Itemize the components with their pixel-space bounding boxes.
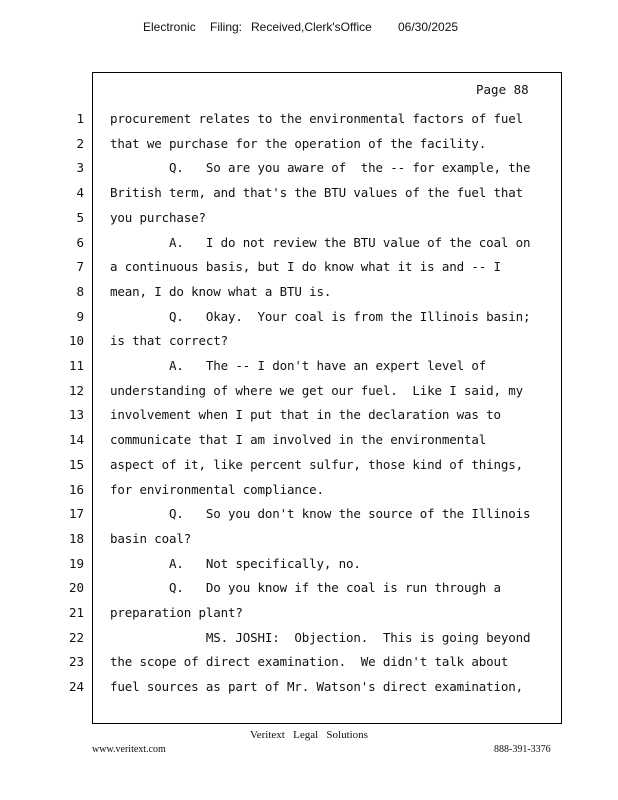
line-text: mean, I do know what a BTU is.: [110, 283, 332, 299]
line-text: preparation plant?: [110, 605, 243, 620]
line-text: aspect of it, like percent sulfur, those kind of things,: [110, 456, 524, 472]
line-number: 14: [68, 432, 84, 448]
transcript-line: [0, 531, 618, 556]
transcript-line: [0, 630, 618, 655]
line-number: 22: [68, 629, 84, 645]
header-date: 06/30/2025: [398, 20, 459, 34]
transcript-line: [0, 432, 618, 457]
line-number: 9: [76, 308, 84, 324]
line-number: 6: [76, 234, 84, 250]
line-number: 1: [76, 111, 84, 126]
line-text: A. The -- I don't have an expert level of: [110, 358, 487, 373]
page-number: Page 88: [476, 82, 529, 97]
line-text: Q. Okay. Your coal is from the Illinois basin;: [110, 308, 531, 324]
footer-company: Veritext Legal Solutions: [250, 729, 368, 741]
line-text: basin coal?: [110, 530, 192, 546]
transcript-line: [0, 482, 618, 507]
line-text: you purchase?: [110, 209, 206, 225]
line-text: understanding of where we get our fuel. Like I said, my: [110, 382, 524, 398]
line-number: 11: [68, 358, 84, 373]
transcript-line: [0, 679, 618, 704]
line-number: 4: [76, 185, 84, 201]
line-text: Q. Do you know if the coal is run through a: [110, 580, 501, 596]
line-number: 15: [68, 456, 84, 472]
line-text: for environmental compliance.: [110, 481, 324, 497]
line-text: A. I do not review the BTU value of the coal on: [110, 234, 531, 250]
transcript-line: [0, 284, 618, 309]
transcript-line: [0, 506, 618, 531]
transcript-line: [0, 654, 618, 679]
line-text: a continuous basis, but I do know what it is and -- I: [110, 259, 501, 275]
header-received: Received,Clerk'sOffice: [251, 20, 372, 34]
transcript-line: [0, 333, 618, 358]
header-electronic: Electronic: [143, 20, 196, 34]
line-number: 16: [68, 481, 84, 497]
line-number: 21: [68, 605, 84, 620]
transcript-line: [0, 556, 618, 581]
transcript-line: [0, 358, 618, 383]
transcript-line: [0, 407, 618, 432]
line-number: 19: [68, 555, 84, 571]
footer-phone: 888-391-3376: [494, 744, 551, 755]
transcript-line: [0, 457, 618, 482]
line-text: the scope of direct examination. We didn't talk about: [110, 654, 509, 670]
header-filing: Filing:: [210, 20, 243, 34]
line-number: 5: [76, 209, 84, 225]
line-number: 17: [68, 506, 84, 522]
line-number: 23: [68, 654, 84, 670]
line-number: 12: [68, 382, 84, 398]
line-number: 3: [76, 160, 84, 176]
line-number: 2: [76, 135, 84, 151]
transcript-line: [0, 136, 618, 161]
transcript-line: [0, 605, 618, 630]
transcript-line: [0, 111, 618, 136]
line-number: 7: [76, 259, 84, 275]
line-text: A. Not specifically, no.: [110, 555, 361, 571]
line-text: British term, and that's the BTU values of the fuel that: [110, 185, 524, 201]
line-text: is that correct?: [110, 333, 229, 349]
line-text: involvement when I put that in the declaration was to: [110, 407, 501, 423]
line-text: Q. So you don't know the source of the Illinois: [110, 506, 531, 522]
transcript-line: [0, 210, 618, 235]
line-number: 10: [68, 333, 84, 349]
transcript-line: [0, 259, 618, 284]
transcript-line: [0, 235, 618, 260]
line-number: 20: [68, 580, 84, 596]
line-text: communicate that I am involved in the environmental: [110, 432, 487, 448]
transcript-line: [0, 185, 618, 210]
line-number: 18: [68, 530, 84, 546]
line-number: 24: [68, 679, 84, 695]
footer-website: www.veritext.com: [92, 744, 166, 755]
transcript-line: [0, 160, 618, 185]
line-text: Q. So are you aware of the -- for example, the: [110, 160, 531, 176]
line-text: MS. JOSHI: Objection. This is going beyond: [110, 629, 531, 645]
transcript-line: [0, 580, 618, 605]
transcript-line: [0, 309, 618, 334]
line-number: 13: [68, 407, 84, 423]
line-text: procurement relates to the environmental factors of fuel: [110, 111, 524, 126]
line-text: that we purchase for the operation of the facility.: [110, 135, 487, 151]
line-text: fuel sources as part of Mr. Watson's direct examination,: [110, 679, 524, 695]
transcript-line: [0, 383, 618, 408]
line-number: 8: [76, 283, 84, 299]
